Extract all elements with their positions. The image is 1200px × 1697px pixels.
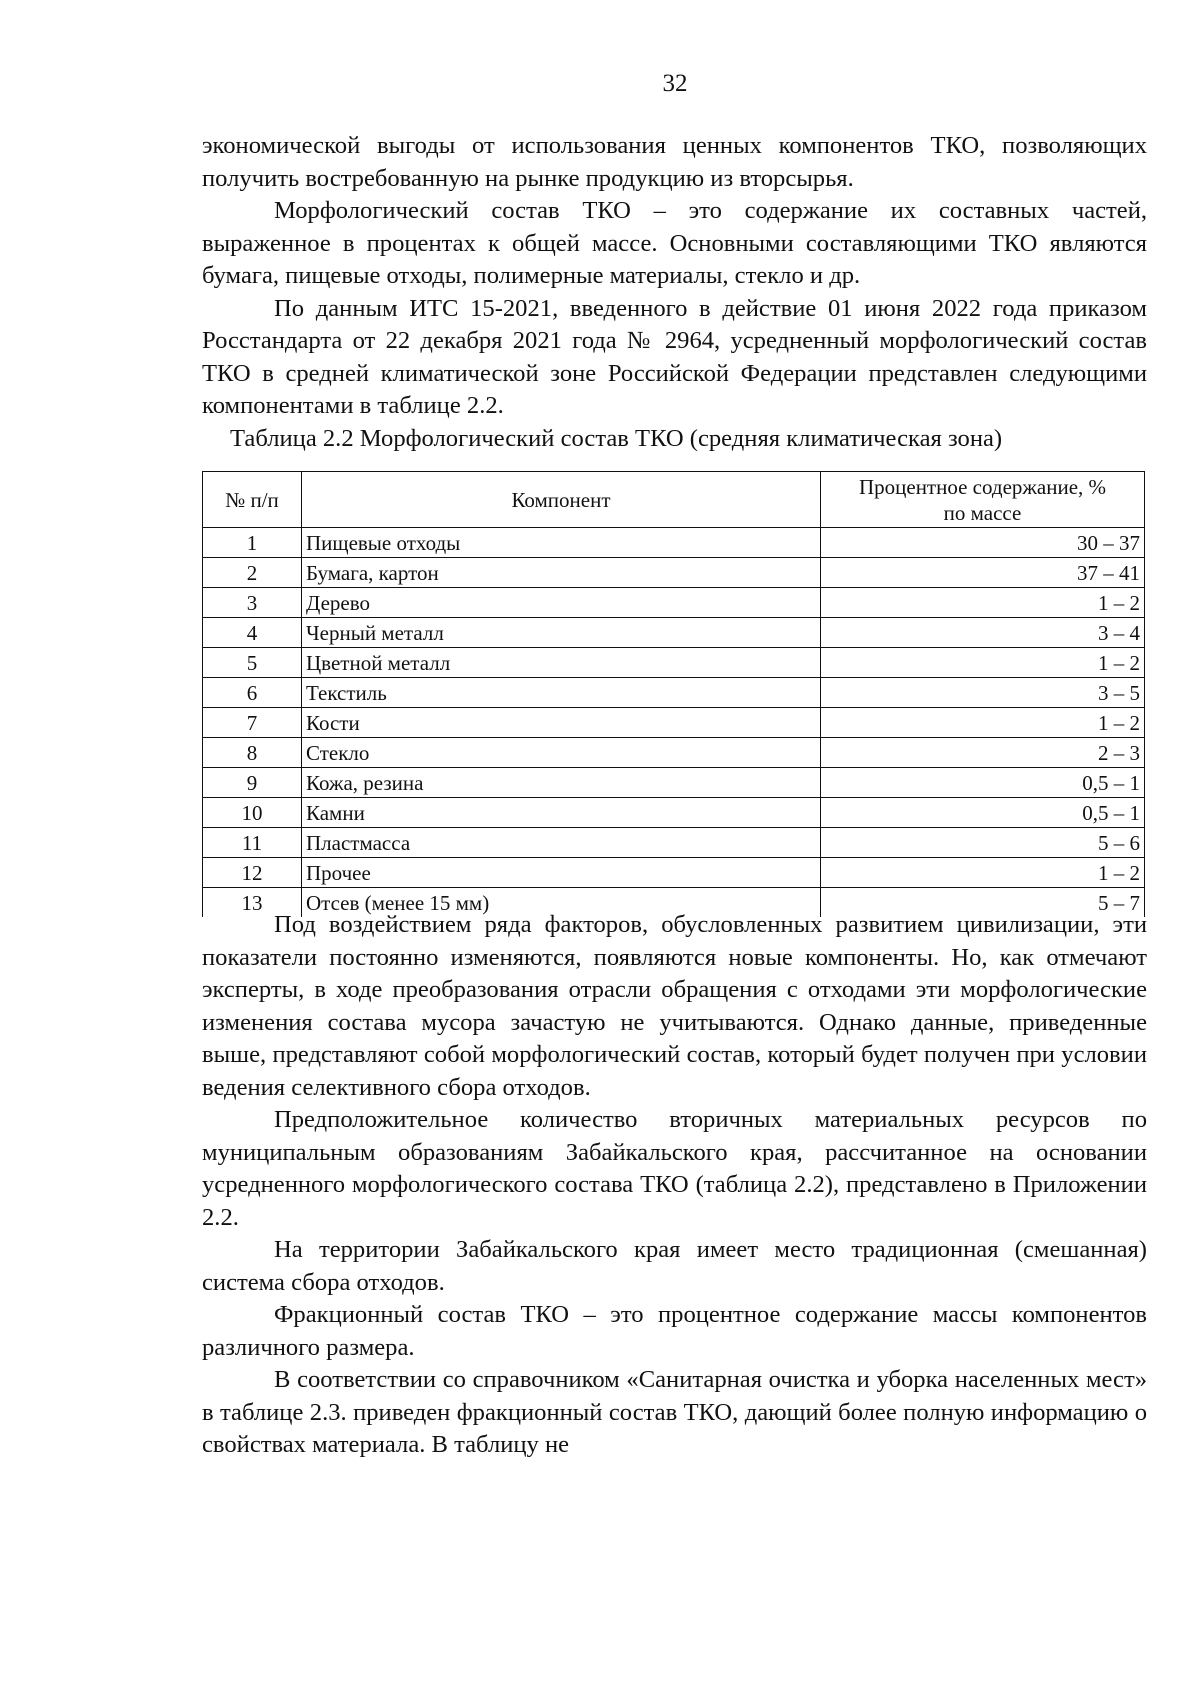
- cell-percent: 5 – 7: [821, 888, 1145, 918]
- cell-percent: 1 – 2: [821, 648, 1145, 678]
- cell-num: 11: [203, 828, 302, 858]
- paragraph: Морфологический состав ТКО – это содержание их составных частей, выраженное в процентах к общей массе. Основными составляющими ТКО являются бумага, пищевые отходы, полимерные материалы, стекло и др.: [202, 197, 1147, 289]
- page-number: 32: [662, 70, 688, 97]
- cell-percent: 2 – 3: [821, 738, 1145, 768]
- cell-component: Камни: [302, 798, 821, 828]
- cell-num: 5: [203, 648, 302, 678]
- cell-num: 2: [203, 558, 302, 588]
- cell-component: Стекло: [302, 738, 821, 768]
- cell-num: 6: [203, 678, 302, 708]
- paragraph: Под воздействием ряда факторов, обусловленных развитием цивилизации, эти показатели постоянно изменяются, появляются новые компоненты. Но, как отмечают эксперты, в ходе преобразования отрасли обращения с отходами эти морфологические изменения состава мусора зачастую не учитываются. Однако данные, приведенные выше, представляют собой морфологический состав, который будет получен при условии ведения селективного сбора отходов.: [202, 911, 1147, 1101]
- cell-percent: 1 – 2: [821, 858, 1145, 888]
- cell-num: 7: [203, 708, 302, 738]
- cell-num: 8: [203, 738, 302, 768]
- paragraph: Фракционный состав ТКО – это процентное содержание массы компонентов различного размера.: [202, 1301, 1147, 1361]
- paragraph: Предположительное количество вторичных материальных ресурсов по муниципальным образованиям Забайкальского края, рассчитанное на основании усредненного морфологического состава ТКО (таблица 2.2), представлено в Приложении 2.2.: [202, 1106, 1147, 1231]
- cell-component: Кости: [302, 708, 821, 738]
- cell-num: 4: [203, 618, 302, 648]
- paragraph: экономической выгоды от использования ценных компонентов ТКО, позволяющих получить востребованную на рынке продукцию из вторсырья.: [202, 132, 1147, 192]
- table-body: [203, 528, 1145, 918]
- cell-percent: 3 – 4: [821, 618, 1145, 648]
- cell-percent: 5 – 6: [821, 828, 1145, 858]
- paragraph: На территории Забайкальского края имеет место традиционная (смешанная) система сбора отходов.: [202, 1236, 1147, 1296]
- cell-component: Пищевые отходы: [302, 528, 821, 558]
- table-row: [203, 648, 1145, 678]
- cell-component: Цветной металл: [302, 648, 821, 678]
- table-row: [203, 858, 1145, 888]
- cell-percent: 1 – 2: [821, 708, 1145, 738]
- cell-num: 9: [203, 768, 302, 798]
- table-caption: Таблица 2.2 Морфологический состав ТКО (средняя климатическая зона): [230, 424, 1003, 452]
- header-percent-line1: Процентное содержание, %: [858, 474, 1107, 499]
- cell-component: Черный металл: [302, 618, 821, 648]
- table-row: [203, 588, 1145, 618]
- text-after-table: [202, 909, 1147, 1462]
- table-row: [203, 798, 1145, 828]
- table-row: [203, 708, 1145, 738]
- header-percent-line2: по массе: [943, 500, 1022, 525]
- cell-component: Дерево: [302, 588, 821, 618]
- cell-component: Бумага, картон: [302, 558, 821, 588]
- cell-percent: 3 – 5: [821, 678, 1145, 708]
- cell-num: 1: [203, 528, 302, 558]
- cell-component: Пластмасса: [302, 828, 821, 858]
- table-row: [203, 828, 1145, 858]
- paragraph: В соответствии со справочником «Санитарная очистка и уборка населенных мест» в таблице 2.3. приведен фракционный состав ТКО, дающий более полную информацию о свойствах материала. В таблицу не: [202, 1366, 1147, 1458]
- cell-percent: 0,5 – 1: [821, 768, 1145, 798]
- cell-num: 13: [203, 888, 302, 918]
- cell-component: Текстиль: [302, 678, 821, 708]
- table-row: [203, 528, 1145, 558]
- cell-component: Прочее: [302, 858, 821, 888]
- document-body: [202, 130, 1147, 1462]
- table-row: [203, 768, 1145, 798]
- cell-percent: 0,5 – 1: [821, 798, 1145, 828]
- cell-percent: 37 – 41: [821, 558, 1145, 588]
- paragraph: По данным ИТС 15-2021, введенного в действие 01 июня 2022 года приказом Росстандарта от 22 декабря 2021 года № 2964, усредненный морфологический состав ТКО в средней климатической зоне Российской Федерации представлен следующими компонентами в таблице 2.2.: [202, 294, 1147, 419]
- table-row: [203, 618, 1145, 648]
- table-header-row: [203, 472, 1145, 528]
- table-row: [203, 558, 1145, 588]
- morphological-composition-table: [202, 471, 1145, 917]
- header-percent: [821, 472, 1145, 528]
- table-row: [203, 678, 1145, 708]
- header-num: № п/п: [203, 472, 302, 528]
- cell-component: Отсев (менее 15 мм): [302, 888, 821, 918]
- table-row: [203, 738, 1145, 768]
- cell-num: 10: [203, 798, 302, 828]
- cell-num: 3: [203, 588, 302, 618]
- cell-percent: 1 – 2: [821, 588, 1145, 618]
- cell-percent: 30 – 37: [821, 528, 1145, 558]
- cell-num: 12: [203, 858, 302, 888]
- header-component: Компонент: [302, 472, 821, 528]
- cell-component: Кожа, резина: [302, 768, 821, 798]
